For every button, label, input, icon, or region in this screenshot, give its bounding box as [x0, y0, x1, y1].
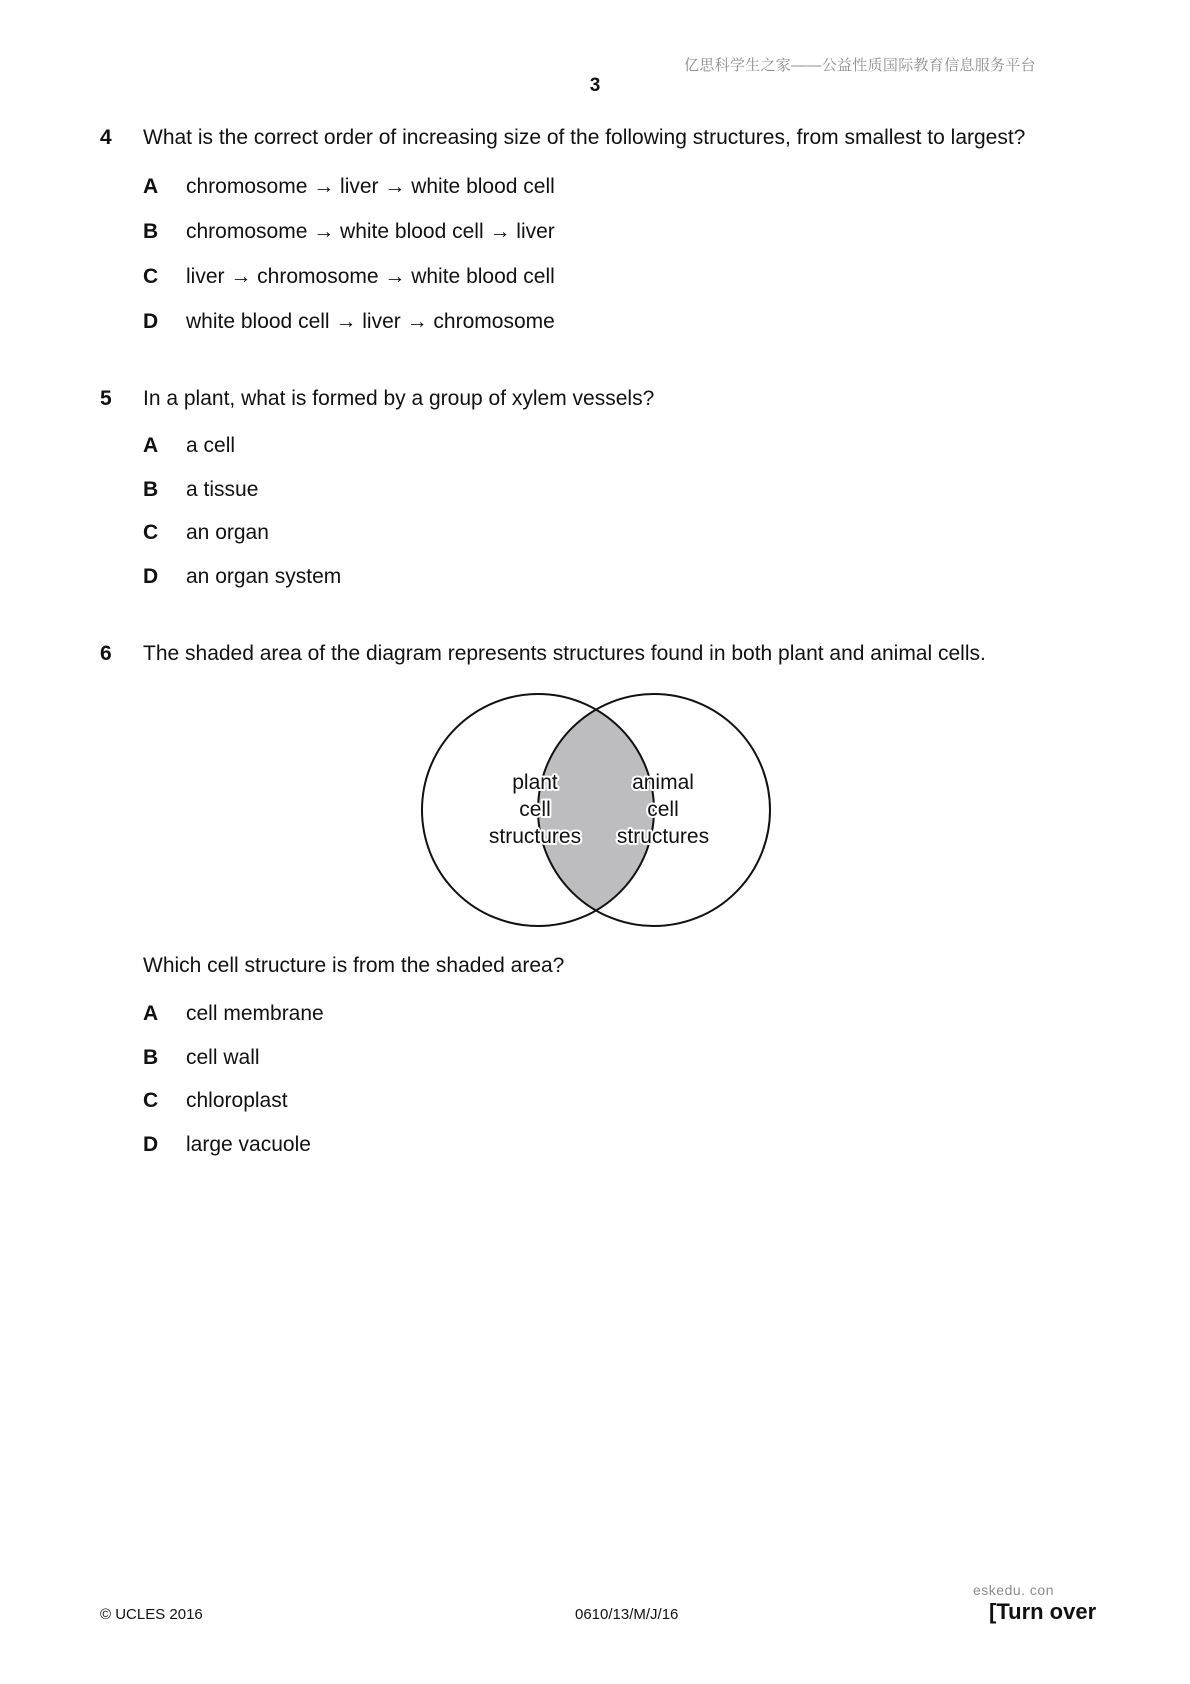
option-d[interactable]: [143, 310, 555, 334]
option-letter: C: [143, 1089, 159, 1112]
option-text: white blood cell → liver → chromosome: [186, 310, 555, 333]
option-text: an organ: [186, 521, 269, 544]
option-b[interactable]: [143, 478, 258, 502]
option-letter: A: [143, 434, 159, 457]
option-letter: D: [143, 310, 159, 333]
option-text: large vacuole: [186, 1133, 311, 1156]
option-d[interactable]: [143, 1133, 311, 1157]
option-letter: D: [143, 565, 159, 588]
question-number: 6: [100, 642, 112, 665]
question-text: The shaded area of the diagram represents structures found in both plant and animal cells.: [143, 642, 986, 665]
venn-diagram: [420, 692, 780, 932]
plant-label-line-2: cell: [519, 798, 551, 821]
followup-text: Which cell structure is from the shaded area?: [143, 954, 565, 977]
option-a[interactable]: [143, 1002, 324, 1026]
option-letter: B: [143, 478, 159, 501]
plant-label-line-1: plant: [512, 771, 558, 794]
option-text: liver → chromosome → white blood cell: [186, 265, 555, 288]
page-number: 3: [589, 75, 601, 96]
option-text: chromosome → white blood cell → liver: [186, 220, 555, 243]
site-watermark: eskedu. con: [973, 1582, 1054, 1598]
animal-label-line-2: cell: [647, 798, 679, 821]
option-text: chromosome → liver → white blood cell: [186, 175, 555, 198]
option-letter: B: [143, 1046, 159, 1069]
option-letter: A: [143, 175, 159, 198]
question-text: What is the correct order of increasing size of the following structures, from smallest to largest?: [143, 126, 1026, 149]
animal-label-line-3: structures: [616, 825, 710, 848]
option-text: an organ system: [186, 565, 342, 588]
option-letter: C: [143, 521, 159, 544]
paper-code: 0610/13/M/J/16: [575, 1606, 679, 1623]
option-letter: B: [143, 220, 159, 243]
watermark-text: 亿思科学生之家——公益性质国际教育信息服务平台: [684, 57, 1036, 74]
copyright-notice: © UCLES 2016: [100, 1606, 203, 1623]
plant-label-line-3: structures: [488, 825, 582, 848]
option-b[interactable]: [143, 1046, 260, 1070]
option-text: cell membrane: [186, 1002, 324, 1025]
option-text: a cell: [186, 434, 236, 457]
question-number: 4: [100, 126, 112, 149]
option-c[interactable]: [143, 265, 555, 289]
option-c[interactable]: [143, 521, 269, 545]
animal-label-line-1: animal: [632, 771, 694, 794]
turn-over-text: [Turn over: [989, 1599, 1097, 1624]
option-d[interactable]: [143, 565, 341, 589]
option-letter: A: [143, 1002, 159, 1025]
question-number: 5: [100, 387, 112, 410]
option-letter: D: [143, 1133, 159, 1156]
option-c[interactable]: [143, 1089, 288, 1113]
option-a[interactable]: [143, 434, 235, 458]
question-text: In a plant, what is formed by a group of xylem vessels?: [143, 387, 655, 410]
option-text: a tissue: [186, 478, 259, 501]
option-b[interactable]: [143, 220, 555, 244]
option-letter: C: [143, 265, 159, 288]
option-text: chloroplast: [186, 1089, 288, 1112]
option-text: cell wall: [186, 1046, 260, 1069]
option-a[interactable]: [143, 175, 555, 199]
